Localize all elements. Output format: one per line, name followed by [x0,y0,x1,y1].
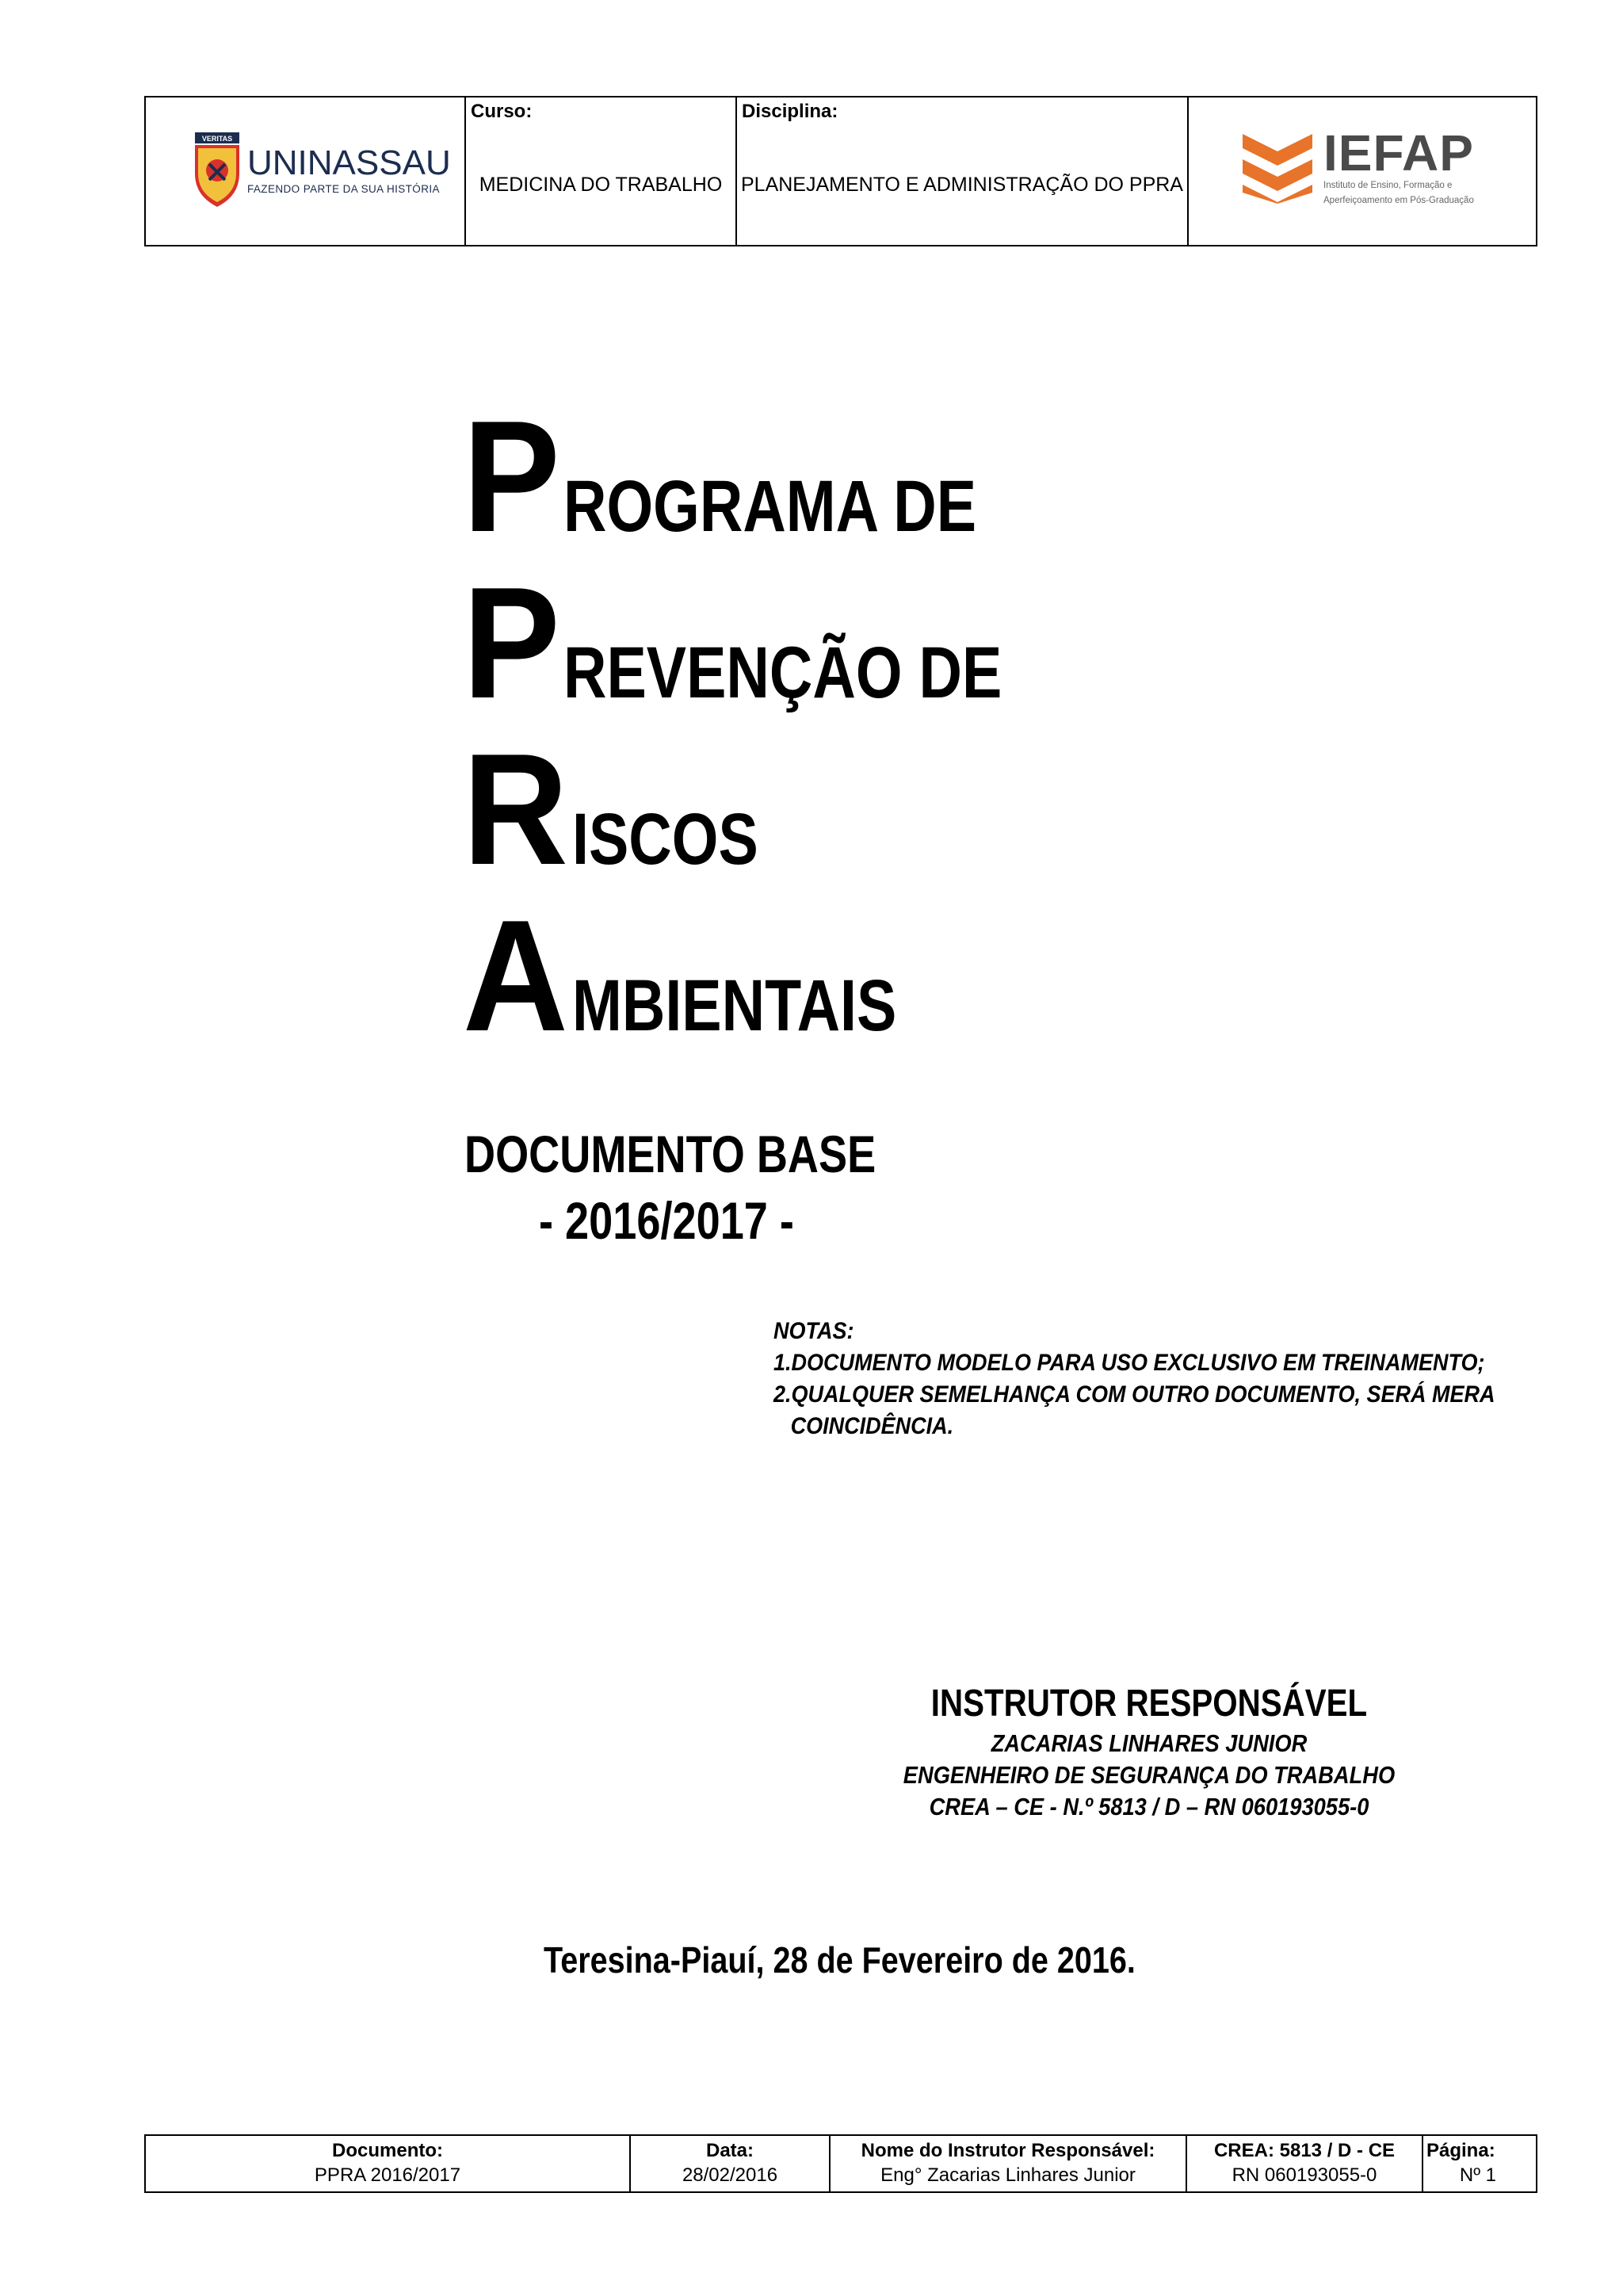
iefap-chevron-icon [1243,129,1312,204]
instructor-role: ENGENHEIRO DE SEGURANÇA DO TRABALHO [903,1761,1396,1789]
title-initial-1: P [463,388,560,565]
title-line-1 [463,388,1067,565]
disciplina-label: Disciplina: [742,101,838,122]
notes-heading: NOTAS: [773,1318,854,1344]
footer-crea-cell [1187,2136,1423,2191]
footer-pagina-cell [1423,2136,1536,2191]
title-initial-2: P [463,555,560,732]
instructor-crea: CREA – CE - N.º 5813 / D – RN 060193055-0 [929,1793,1369,1820]
header-table [144,96,1537,246]
notes-line-1: 1.DOCUMENTO MODELO PARA USO EXCLUSIVO EM TREINAMENTO; [773,1350,1485,1376]
curso-cell [466,97,737,245]
title-initial-4: A [463,888,568,1064]
iefap-logo [1243,124,1474,207]
title-rest-1: ROGRAMA DE [563,466,977,547]
title-initial-3: R [463,721,568,898]
footer-instrutor-cell [831,2136,1187,2191]
footer-documento-label: Documento: [332,2140,443,2161]
iefap-sub1: Instituto de Ensino, Formação e [1323,181,1453,190]
svg-text:VERITAS: VERITAS [201,135,233,143]
footer-pagina-label: Página: [1426,2140,1495,2161]
footer-documento-cell [146,2136,631,2191]
footer-data-cell [631,2136,831,2191]
title-rest-4: MBIENTAIS [572,965,897,1046]
header-logo-right-cell [1189,97,1536,245]
iefap-name: IEFAP [1323,124,1474,181]
title-rest-2: REVENÇÃO DE [563,632,1002,713]
uninassau-shield-icon [195,132,239,207]
footer-instrutor-label: Nome do Instrutor Responsável: [861,2140,1155,2161]
disciplina-cell [737,97,1189,245]
instructor-block [840,1680,1458,1823]
curso-label: Curso: [471,101,533,122]
document-base-heading: DOCUMENTO BASE [464,1125,876,1183]
instructor-heading: INSTRUTOR RESPONSÁVEL [930,1683,1368,1725]
disciplina-value: PLANEJAMENTO E ADMINISTRAÇÃO DO PPRA [741,174,1183,196]
footer-documento-value: PPRA 2016/2017 [314,2164,461,2186]
document-year: - 2016/2017 - [539,1191,794,1250]
footer-crea-value: RN 060193055-0 [1232,2164,1377,2186]
footer-data-label: Data: [705,2140,754,2161]
footer-table [144,2134,1537,2193]
title-rest-3: ISCOS [572,799,759,880]
notes-line-3: COINCIDÊNCIA. [790,1413,954,1439]
notes-block [773,1316,1495,1442]
notes-line-2: 2.QUALQUER SEMELHANÇA COM OUTRO DOCUMENTO, SERÁ MERA [773,1381,1495,1408]
title-line-2 [463,555,1098,732]
title-line-4 [463,888,968,1064]
uninassau-name: UNINASSAU [247,143,451,182]
footer-crea-label: CREA: 5813 / D - CE [1213,2140,1396,2161]
footer-data-value: 28/02/2016 [682,2164,778,2186]
footer-instrutor-value: Eng° Zacarias Linhares Junior [880,2164,1136,2186]
uninassau-logo [195,132,451,207]
iefap-sub2: Aperfeiçoamento em Pós-Graduação [1323,196,1474,205]
uninassau-tagline: FAZENDO PARTE DA SUA HISTÓRIA [247,182,440,195]
title-line-3 [463,721,800,898]
footer-pagina-value: Nº 1 [1459,2164,1496,2186]
instructor-name: ZACARIAS LINHARES JUNIOR [991,1729,1308,1757]
curso-value: MEDICINA DO TRABALHO [479,174,723,196]
header-logo-cell [146,97,466,245]
place-date: Teresina-Piauí, 28 de Fevereiro de 2016. [544,1939,1136,1981]
